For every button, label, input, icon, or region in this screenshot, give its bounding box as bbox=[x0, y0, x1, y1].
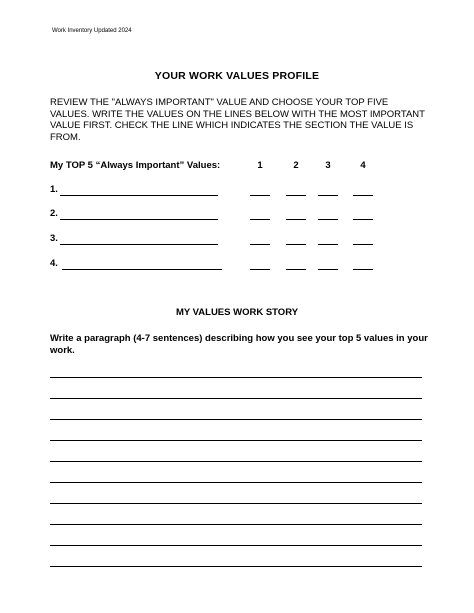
writing-line[interactable] bbox=[50, 440, 422, 441]
section-check-1[interactable] bbox=[250, 219, 270, 220]
section-check-4[interactable] bbox=[353, 269, 373, 270]
section-check-4[interactable] bbox=[353, 244, 373, 245]
writing-line[interactable] bbox=[50, 419, 422, 420]
row-number: 1. bbox=[50, 184, 58, 195]
header-note: Work Inventory Updated 2024 bbox=[52, 28, 132, 34]
instructions-paragraph: REVIEW THE "ALWAYS IMPORTANT" VALUE AND CHOOSE YOUR TOP FIVE VALUES. WRITE THE VALUES ON THE LINES BELOW WITH THE MOST IMPORTANT VALUE FIRST. CHECK THE LINE WHICH INDICATES THE SECTION THE VALUE IS FROM. bbox=[50, 97, 425, 143]
column-number-2: 2 bbox=[293, 160, 299, 171]
section-check-2[interactable] bbox=[286, 219, 306, 220]
section-check-2[interactable] bbox=[286, 244, 306, 245]
value-name-line[interactable] bbox=[60, 195, 218, 196]
value-row-1 bbox=[50, 184, 390, 198]
section-check-4[interactable] bbox=[353, 219, 373, 220]
writing-line[interactable] bbox=[50, 398, 422, 399]
section-check-1[interactable] bbox=[250, 244, 270, 245]
writing-line[interactable] bbox=[50, 503, 422, 504]
page-title: YOUR WORK VALUES PROFILE bbox=[154, 70, 320, 82]
writing-prompt: Write a paragraph (4-7 sentences) describing how you see your top 5 values in your work. bbox=[50, 333, 428, 356]
section-check-1[interactable] bbox=[250, 195, 270, 196]
value-row-4 bbox=[50, 258, 390, 272]
value-name-line[interactable] bbox=[62, 269, 222, 270]
writing-line[interactable] bbox=[50, 524, 422, 525]
row-number: 3. bbox=[50, 233, 58, 244]
row-number: 4. bbox=[50, 258, 58, 269]
value-row-3 bbox=[50, 233, 390, 247]
writing-line[interactable] bbox=[50, 482, 422, 483]
column-number-3: 3 bbox=[325, 160, 331, 171]
value-name-line[interactable] bbox=[60, 219, 218, 220]
writing-line[interactable] bbox=[50, 461, 422, 462]
column-number-1: 1 bbox=[257, 160, 263, 171]
section-check-3[interactable] bbox=[318, 244, 338, 245]
value-row-2 bbox=[50, 208, 390, 222]
writing-line[interactable] bbox=[50, 377, 422, 378]
section-check-3[interactable] bbox=[318, 269, 338, 270]
top5-header bbox=[50, 160, 380, 174]
section-subtitle: MY VALUES WORK STORY bbox=[175, 307, 299, 318]
row-number: 2. bbox=[50, 208, 58, 219]
top5-label: My TOP 5 “Always Important” Values: bbox=[50, 160, 221, 171]
writing-line[interactable] bbox=[50, 566, 422, 567]
column-number-4: 4 bbox=[360, 160, 366, 171]
section-check-3[interactable] bbox=[318, 195, 338, 196]
writing-line[interactable] bbox=[50, 545, 422, 546]
value-name-line[interactable] bbox=[60, 244, 218, 245]
section-check-2[interactable] bbox=[286, 195, 306, 196]
section-check-4[interactable] bbox=[353, 195, 373, 196]
section-check-3[interactable] bbox=[318, 219, 338, 220]
section-check-2[interactable] bbox=[286, 269, 306, 270]
section-check-1[interactable] bbox=[250, 269, 270, 270]
